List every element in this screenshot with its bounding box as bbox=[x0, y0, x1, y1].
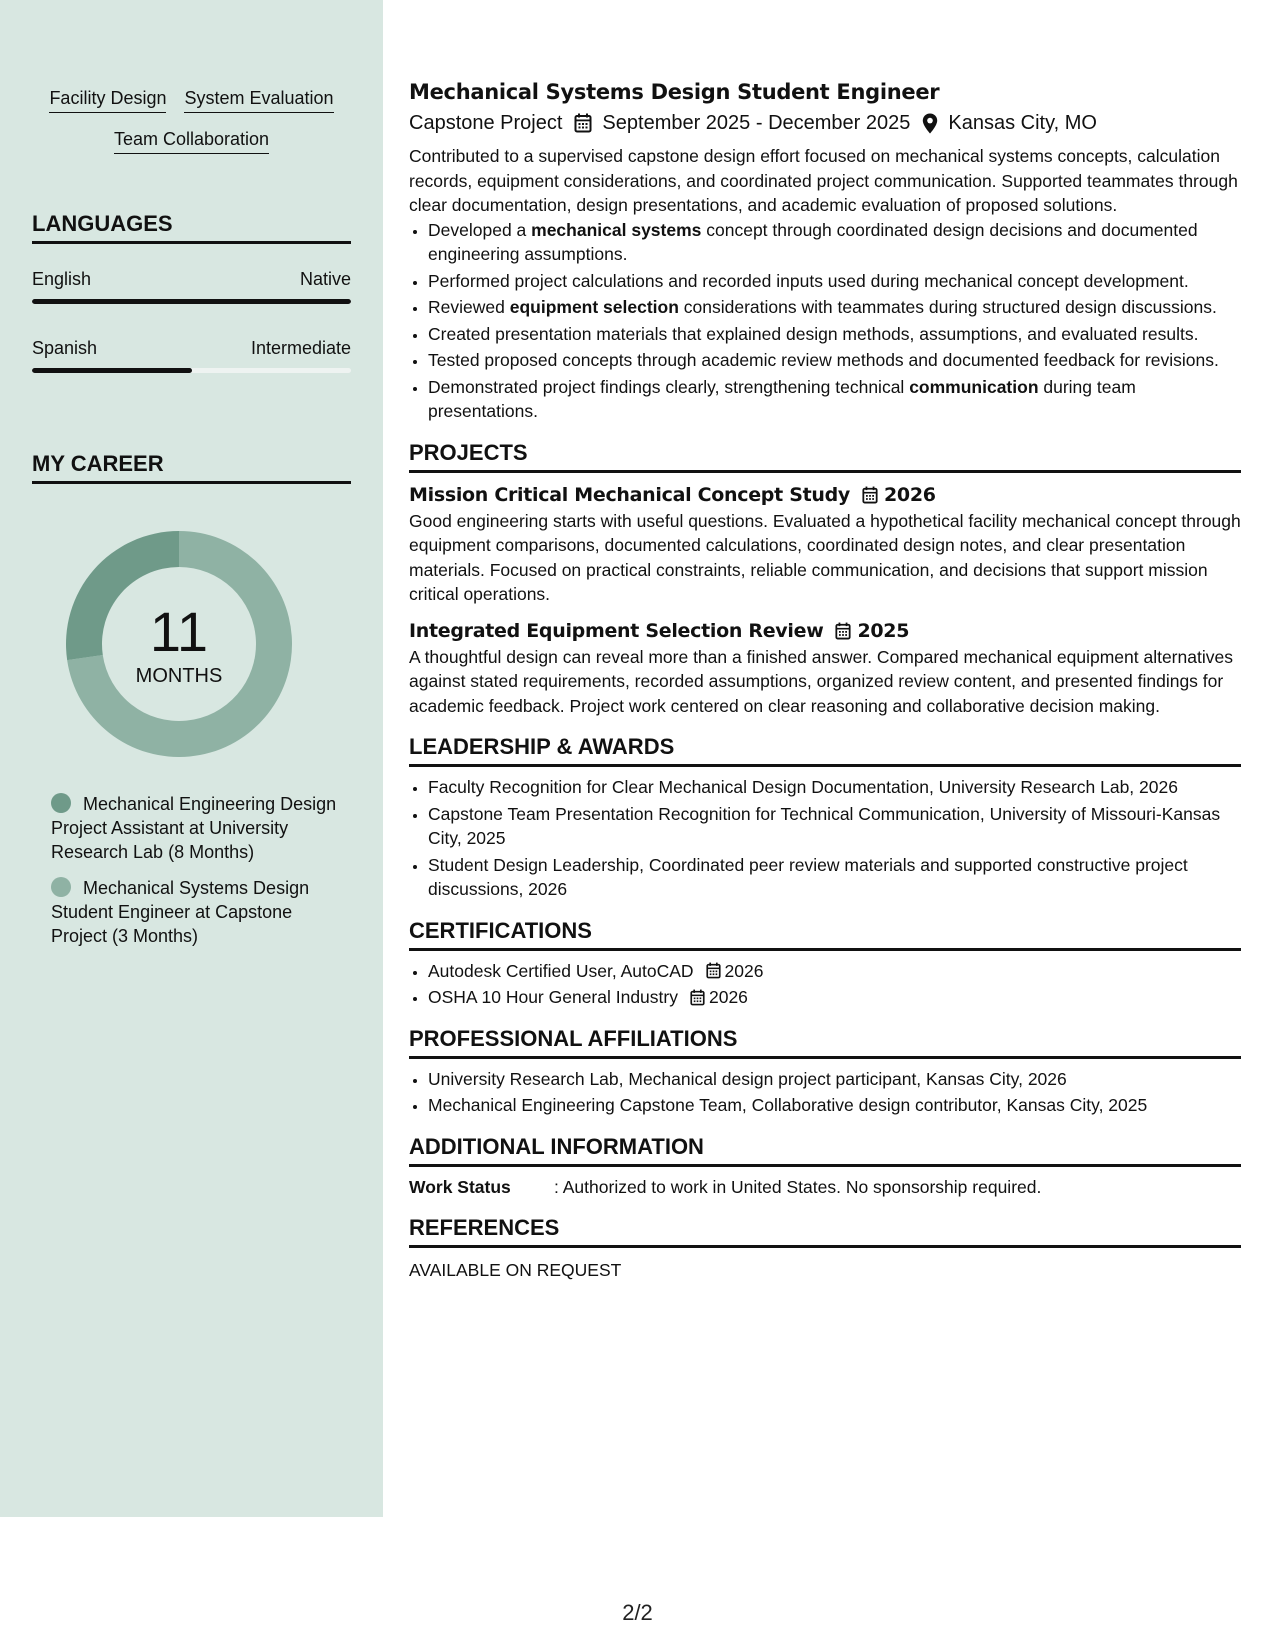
job-company: Capstone Project bbox=[409, 112, 563, 134]
language-level: Intermediate bbox=[250, 338, 351, 358]
job-dates: September 2025 - December 2025 bbox=[602, 112, 911, 134]
language-name: Spanish bbox=[32, 338, 98, 358]
leadership-list bbox=[428, 775, 1241, 902]
calendar-icon bbox=[706, 962, 721, 979]
skill-tag: System Evaluation bbox=[184, 86, 333, 113]
languages-heading: LANGUAGES bbox=[32, 209, 351, 244]
certification-year: 2026 bbox=[724, 960, 764, 981]
language-proficiency-fill bbox=[32, 368, 192, 373]
language-level: Native bbox=[299, 269, 351, 289]
certifications-list bbox=[428, 959, 1241, 1010]
certification-name: • OSHA 10 Hour General Industry bbox=[428, 987, 678, 1007]
job-location: Kansas City, MO bbox=[948, 112, 1097, 134]
skill-tag: Facility Design bbox=[49, 86, 166, 113]
language-row bbox=[32, 267, 351, 291]
language-name: English bbox=[32, 269, 92, 289]
page-number: 2/2 bbox=[622, 1600, 653, 1625]
calendar-icon bbox=[835, 622, 851, 640]
skill-tag: Team Collaboration bbox=[114, 127, 269, 154]
career-legend-dot bbox=[51, 877, 71, 897]
project-year: 2025 bbox=[857, 619, 910, 642]
career-list bbox=[51, 792, 341, 960]
project-description: A thoughtful design can reveal more than a finished answer. Compared mechanical equipment alternatives against stated requirements, recorded assumptions, organized review content, and presented findings for academic feedback. Project work centered on clear reasoning and collaborative decision making. bbox=[409, 646, 1233, 716]
career-total-months: 11 bbox=[149, 600, 209, 663]
references-heading: REFERENCES bbox=[409, 1213, 1241, 1248]
job-meta bbox=[409, 109, 1241, 137]
career-item bbox=[51, 792, 341, 864]
main-content bbox=[409, 78, 1241, 1282]
work-status-label: Work Status bbox=[409, 1176, 511, 1197]
location-pin-icon bbox=[922, 113, 938, 134]
leadership-item: • Student Design Leadership, Coordinated peer review materials and supported constructive project discussions, 2026 bbox=[428, 853, 1241, 902]
certification-item bbox=[428, 985, 1241, 1010]
job-description: Contributed to a supervised capstone design effort focused on mechanical systems concepts, calculation records, equipment considerations, and coordinated project communication. Supported teammates through clear documentation, design presentations, and academic evaluation of proposed solutions. bbox=[409, 146, 1238, 215]
language-row bbox=[32, 336, 351, 360]
leadership-item: • Faculty Recognition for Clear Mechanical Design Documentation, University Research Lab, 2026 bbox=[428, 775, 1241, 800]
affiliations-heading: PROFESSIONAL AFFILIATIONS bbox=[409, 1024, 1241, 1059]
project-title bbox=[409, 481, 1241, 509]
affiliation-item: • University Research Lab, Mechanical design project participant, Kansas City, 2026 bbox=[428, 1067, 1241, 1092]
work-status-row bbox=[409, 1175, 1241, 1199]
career-heading: MY CAREER bbox=[32, 449, 351, 484]
job-bullets bbox=[428, 218, 1241, 424]
job-bullet: • Performed project calculations and recorded inputs used during mechanical concept development. bbox=[428, 269, 1241, 294]
job-bullet: • Tested proposed concepts through academic review methods and documented feedback for revisions. bbox=[428, 348, 1241, 373]
leadership-item: • Capstone Team Presentation Recognition for Technical Communication, University of Missouri-Kansas City, 2025 bbox=[428, 802, 1241, 851]
career-legend-dot bbox=[51, 793, 71, 813]
job-bullet: • Reviewed equipment selection considerations with teammates during structured design discussions. bbox=[428, 295, 1241, 320]
calendar-icon bbox=[690, 989, 705, 1006]
projects-heading: PROJECTS bbox=[409, 438, 1241, 473]
language-proficiency-bar bbox=[32, 299, 351, 304]
language-proficiency-bar bbox=[32, 368, 351, 373]
skills-list bbox=[32, 86, 351, 154]
certification-name: • Autodesk Certified User, AutoCAD bbox=[428, 960, 694, 981]
affiliations-list bbox=[428, 1067, 1241, 1118]
project-year: 2026 bbox=[883, 483, 936, 506]
job-bullet: • Created presentation materials that explained design methods, assumptions, and evaluated results. bbox=[428, 322, 1241, 347]
project-description: Good engineering starts with useful questions. Evaluated a hypothetical facility mechanical concept through equipment comparisons, documented calculations, coordinated design notes, and clear presentation materials. Focused on practical constraints, reliable communication, and decisions that support mission critical operations. bbox=[409, 510, 1241, 604]
language-proficiency-fill bbox=[32, 299, 351, 304]
sidebar bbox=[0, 0, 383, 1517]
project-name: Mission Critical Mechanical Concept Study bbox=[409, 483, 850, 506]
affiliation-item: • Mechanical Engineering Capstone Team, Collaborative design contributor, Kansas City, 2025 bbox=[428, 1093, 1241, 1118]
additional-info-heading: ADDITIONAL INFORMATION bbox=[409, 1132, 1241, 1167]
calendar-icon bbox=[862, 486, 878, 504]
career-item-text: Mechanical Systems Design Student Engineer at Capstone Project (3 Months) bbox=[51, 878, 310, 946]
career-unit-label: MONTHS bbox=[135, 665, 223, 687]
work-status-value: : Authorized to work in United States. No sponsorship required. bbox=[554, 1176, 1042, 1197]
job-title: Mechanical Systems Design Student Engineer bbox=[409, 80, 940, 104]
job-bullet: • Demonstrated project findings clearly, strengthening technical communication during team presentations. bbox=[428, 375, 1241, 424]
leadership-heading: LEADERSHIP & AWARDS bbox=[409, 732, 1241, 767]
career-item bbox=[51, 876, 341, 948]
certifications-heading: CERTIFICATIONS bbox=[409, 916, 1241, 951]
project-name: Integrated Equipment Selection Review bbox=[409, 619, 824, 642]
certification-year: 2026 bbox=[708, 987, 748, 1007]
references-text: AVAILABLE ON REQUEST bbox=[409, 1259, 622, 1280]
job-bullet: • Developed a mechanical systems concept through coordinated design decisions and documented engineering assumptions. bbox=[428, 218, 1241, 267]
calendar-icon bbox=[574, 113, 592, 133]
project-title bbox=[409, 617, 1241, 645]
certification-item bbox=[428, 959, 1241, 984]
career-item-text: Mechanical Engineering Design Project Assistant at University Research Lab (8 Months) bbox=[51, 794, 337, 862]
